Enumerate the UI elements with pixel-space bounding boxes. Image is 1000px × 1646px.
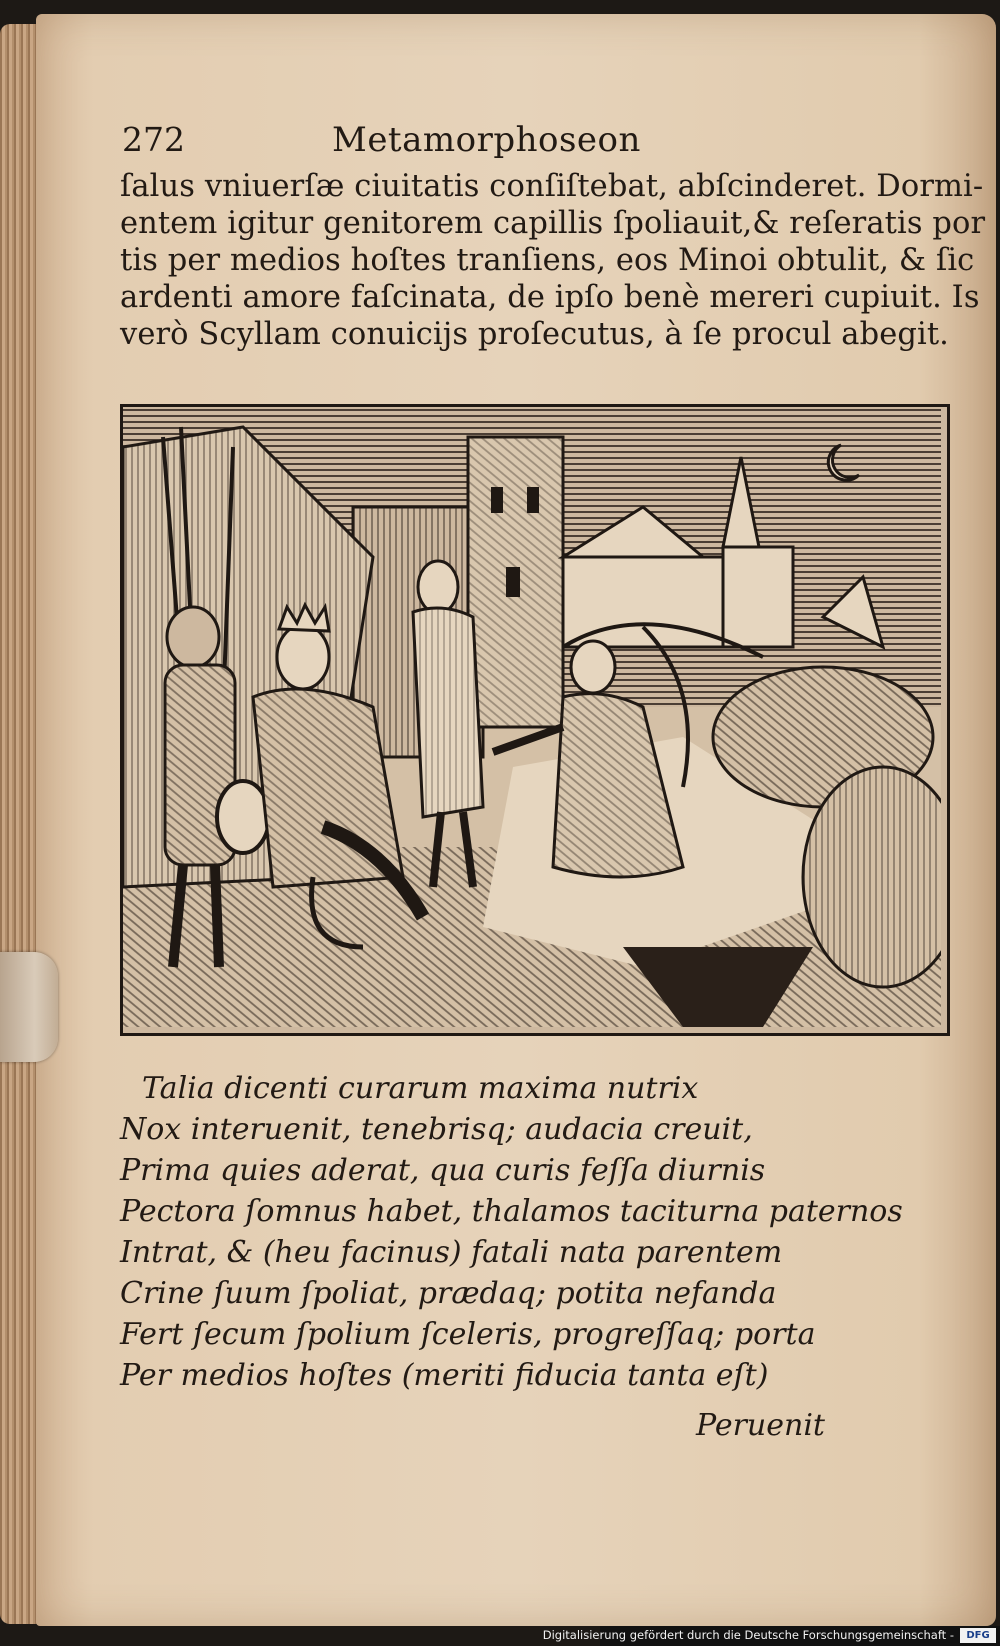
prose-line: ſalus vniuerſæ ciuitatis conſiſtebat, abſcinderet. Dormi- [120, 169, 984, 204]
verse-line: Per medios hoſtes (meriti fiducia tanta eſt) [120, 1358, 769, 1393]
prose-line: tis per medios hoſtes tranſiens, eos Minoi obtulit, & ſic [120, 243, 975, 278]
book-clasp [0, 952, 58, 1062]
running-head [122, 120, 902, 164]
verse-block [120, 1068, 920, 1396]
dfg-logo: DFG [960, 1628, 996, 1643]
verse-line: Fert ſecum ſpolium ſceleris, progreſſaq; porta [120, 1317, 816, 1352]
footer-credit: Digitalisierung gefördert durch die Deutsche Forschungsgemeinschaft - [542, 1628, 954, 1642]
woodcut-scene [123, 407, 941, 1027]
verse-line: Talia dicenti curarum maxima nutrix [142, 1071, 699, 1106]
prose-line: verò Scyllam conuicijs proſecutus, à ſe procul abegit. [120, 317, 949, 352]
digitization-footer [542, 1626, 1000, 1646]
verse-line: Nox interuenit, tenebrisq; audacia creuit, [120, 1112, 753, 1147]
verse-line: Prima quies aderat, qua curis feſſa diurnis [120, 1153, 766, 1188]
verse-line: Pectora ſomnus habet, thalamos taciturna paternos [120, 1194, 903, 1229]
running-title: Metamorphoseon [332, 120, 641, 160]
woodcut-illustration [120, 404, 950, 1036]
catchword: Peruenit [696, 1408, 825, 1443]
prose-paragraph [120, 168, 986, 353]
verse-line: Intrat, & (heu facinus) fatali nata parentem [120, 1235, 783, 1270]
verse-line: Crine ſuum ſpoliat, prædaq; potita nefanda [120, 1276, 777, 1311]
prose-line: ardenti amore faſcinata, de ipſo benè mereri cupiuit. Is [120, 280, 980, 315]
prose-line: entem igitur genitorem capillis ſpoliauit,& reſeratis por [120, 206, 986, 241]
page-number: 272 [122, 120, 185, 159]
